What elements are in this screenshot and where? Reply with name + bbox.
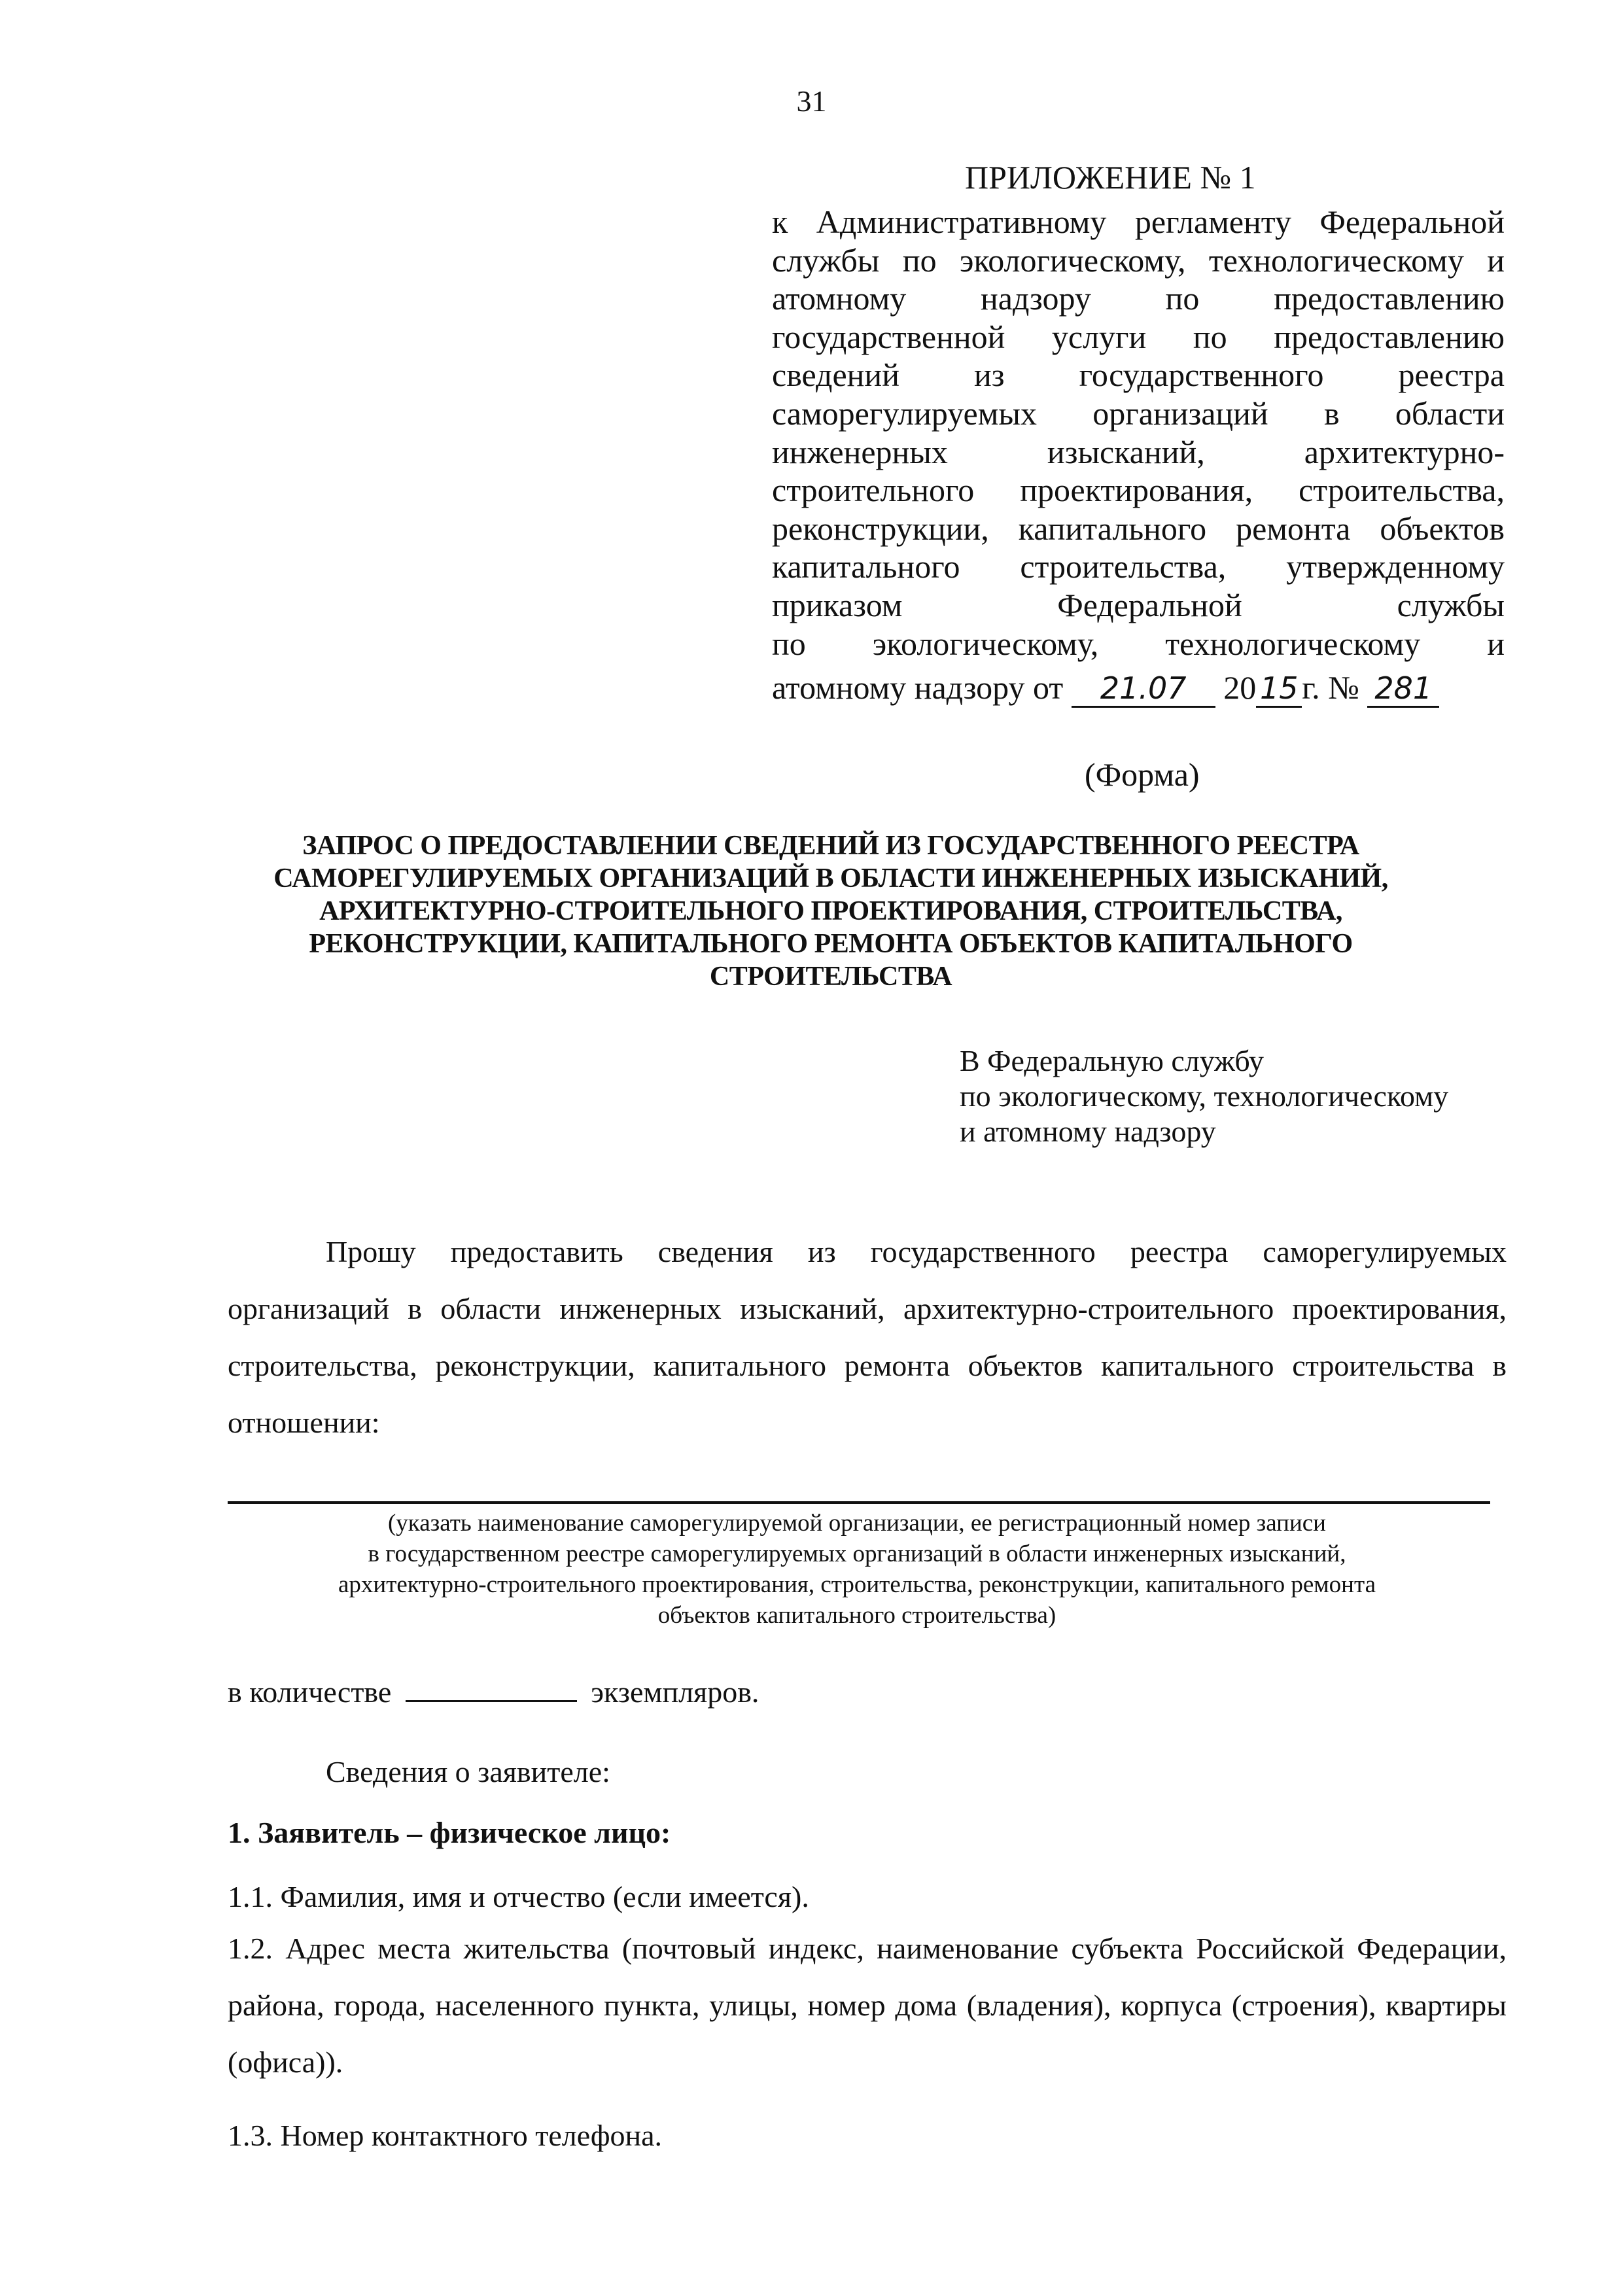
appendix-line: реконструкции, капитального ремонта объектов xyxy=(772,510,1505,547)
page-number: 31 xyxy=(796,84,827,118)
title-line: САМОРЕГУЛИРУЕМЫХ ОРГАНИЗАЦИЙ В ОБЛАСТИ ИНЖЕНЕРНЫХ ИЗЫСКАНИЙ, xyxy=(273,863,1388,894)
recipient-line: и атомному надзору xyxy=(960,1115,1216,1148)
recipient-block xyxy=(960,1043,1448,1149)
appendix-line: по экологическому, технологическому и xyxy=(772,625,1505,662)
organization-hint xyxy=(222,1508,1492,1631)
approval-date-handwritten: 21.07 xyxy=(1072,670,1215,708)
hint-line: в государственном реестре саморегулируемых организаций в области инженерных изысканий, xyxy=(368,1540,1346,1567)
appendix-line: службы по экологическому, технологическому и xyxy=(772,241,1505,279)
title-line: АРХИТЕКТУРНО-СТРОИТЕЛЬНОГО ПРОЕКТИРОВАНИЯ, СТРОИТЕЛЬСТВА, xyxy=(319,896,1342,926)
appendix-line: государственной услуги по предоставлению xyxy=(772,318,1505,355)
title-line: ЗАПРОС О ПРЕДОСТАВЛЕНИИ СВЕДЕНИЙ ИЗ ГОСУДАРСТВЕННОГО РЕЕСТРА xyxy=(302,831,1359,861)
approval-number-handwritten: 281 xyxy=(1367,670,1439,708)
appendix-title: ПРИЛОЖЕНИЕ № 1 xyxy=(965,159,1256,196)
appendix-line: строительного проектирования, строительства, xyxy=(772,472,1505,509)
section-1-title: 1. Заявитель – физическое лицо: xyxy=(228,1816,671,1849)
recipient-line: В Федеральную службу xyxy=(960,1044,1264,1077)
copies-prefix: в количестве xyxy=(228,1675,392,1709)
appendix-body xyxy=(772,203,1505,663)
applicant-heading: Сведения о заявителе: xyxy=(326,1755,610,1788)
item-1-1: 1.1. Фамилия, имя и отчество (если имеется). xyxy=(228,1880,809,1913)
approval-prefix: атомному надзору от xyxy=(772,669,1064,706)
approval-year-prefix: 20 xyxy=(1223,669,1257,706)
appendix-line: приказом Федеральной службы xyxy=(772,586,1505,623)
title-line: СТРОИТЕЛЬСТВА xyxy=(709,962,952,992)
hint-line: (указать наименование саморегулируемой организации, ее регистрационный номер записи xyxy=(387,1510,1326,1537)
hint-line: объектов капитального строительства) xyxy=(657,1602,1056,1629)
appendix-line: атомному надзору по предоставлению xyxy=(772,280,1505,317)
appendix-line: саморегулируемых организаций в области xyxy=(772,394,1505,432)
form-label: (Форма) xyxy=(1085,756,1200,793)
appendix-line: капитального строительства, утвержденному xyxy=(772,548,1505,585)
appendix-line: инженерных изысканий, архитектурно- xyxy=(772,433,1505,470)
appendix-line: сведений из государственного реестра xyxy=(772,357,1505,394)
title-line: РЕКОНСТРУКЦИИ, КАПИТАЛЬНОГО РЕМОНТА ОБЪЕКТОВ КАПИТАЛЬНОГО xyxy=(309,929,1353,959)
copies-suffix: экземпляров. xyxy=(591,1675,759,1709)
recipient-line: по экологическому, технологическому xyxy=(960,1079,1449,1113)
request-paragraph: Прошу предоставить сведения из государственного реестра саморегулируемых организаций в области инженерных изысканий, архитектурно-строительного проектирования, строительства, реконструкции, капитального ремонта объектов капитального строительства в отношении: xyxy=(228,1235,1507,1439)
item-1-3: 1.3. Номер контактного телефона. xyxy=(228,2119,663,2152)
approval-year-handwritten: 15 xyxy=(1256,670,1302,708)
approval-number-label: г. № xyxy=(1302,669,1359,706)
approval-line xyxy=(772,669,1505,708)
hint-line: архитектурно-строительного проектирования, строительства, реконструкции, капитального ремонта xyxy=(338,1571,1376,1598)
item-1-2: 1.2. Адрес места жительства (почтовый индекс, наименование субъекта Российской Федерации, района, города, населенного пункта, улицы, номер дома (владения), корпуса (строения), квартиры (офиса)). xyxy=(228,1932,1507,2079)
appendix-line: к Административному регламенту Федеральной xyxy=(772,203,1505,240)
organization-blank-line xyxy=(228,1501,1490,1504)
document-title xyxy=(222,829,1439,993)
copies-line xyxy=(228,1675,759,1709)
copies-blank xyxy=(406,1677,577,1702)
